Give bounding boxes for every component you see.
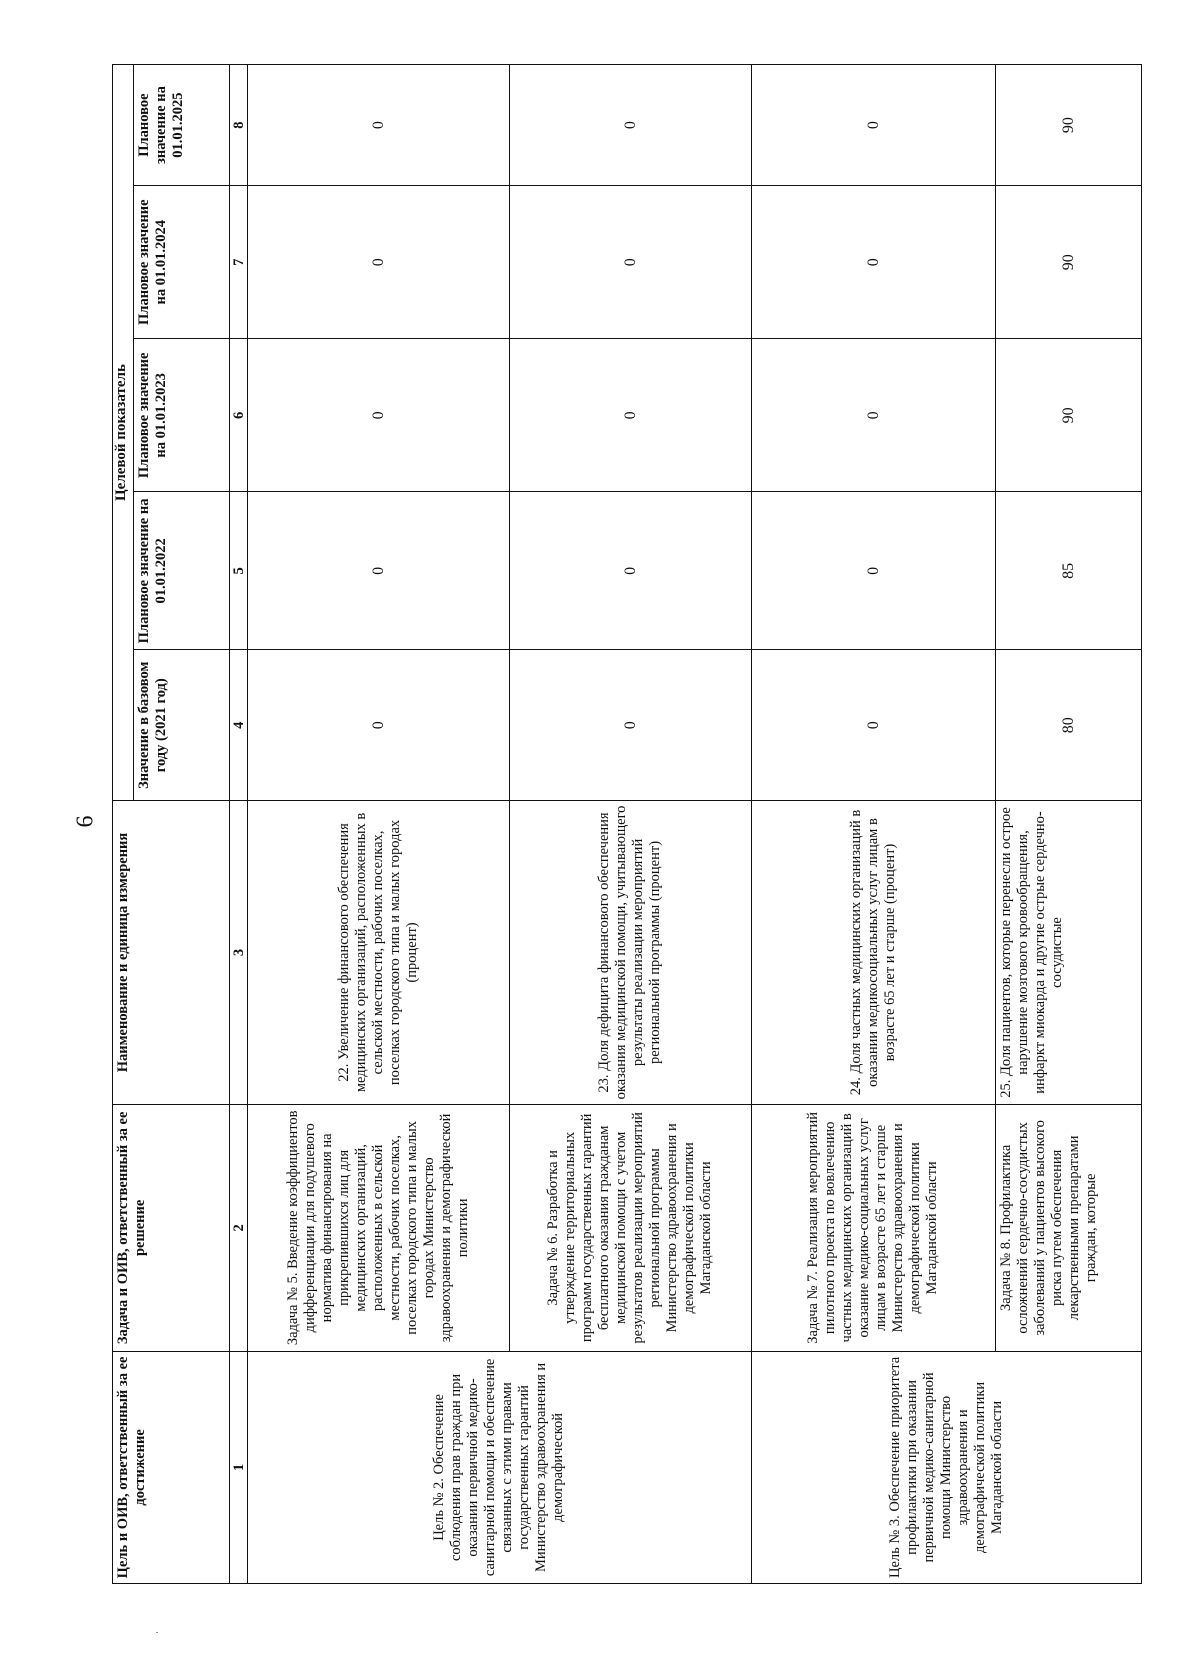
header-plan-2024: Плановое значение на 01.01.2024 [134,186,230,339]
task-8-cell: Задача № 8. Профилактика осложнений сердечно-сосудистых заболеваний у пациентов высокого риска путем обеспечения лекарственными препаратами граждан, которые [995,1104,1141,1351]
indicator-22-base: 0 [248,650,510,801]
target-indicators-table [112,64,1142,1584]
goal-2-cell: Цель № 2. Обеспечение соблюдения прав граждан при оказании первичной медико-санитарной помощи и обеспечение связанных с этими правами государственных гарантий Министерство здравоохранения и демографической [248,1351,752,1583]
header-base-value: Значение в базовом году (2021 год) [134,650,230,801]
indicator-22-2025: 0 [248,65,510,186]
indicator-22-2023: 0 [248,339,510,492]
indicator-24-2023: 0 [751,339,995,492]
column-index: 4 [230,650,248,801]
rotated-table-container [112,64,1142,1584]
task-6-cell: Задача № 6. Разработка и утверждение территориальных программ государственных гарантий бесплатного оказания гражданам медицинской помощи с учетом результатов реализации мероприятий региональной программы Министерство здравоохранения и демографической политики Магаданской области [510,1104,751,1351]
indicator-23-cell: 23. Доля дефицита финансового обеспечения оказания медицинской помощи, учитывающего результаты реализации мероприятий региональной программы (процент) [510,801,751,1105]
indicator-25-cell: 25. Доля пациентов, которые перенесли острое нарушение мозгового кровообращения, инфаркт миокарда и другие острые сердечно-сосудистые [995,801,1141,1105]
header-goal: Цель и ОИВ, ответственный за ее достижение [113,1351,230,1583]
indicator-25-2024: 90 [995,186,1141,339]
indicator-25-base: 80 [995,650,1141,801]
column-index: 1 [230,1351,248,1583]
column-index: 3 [230,801,248,1105]
goal-3-cell: Цель № 3. Обеспечение приоритета профилактики при оказании первичной медико-санитарной помощи Министерство здравоохранения и демографической политики Магаданской области [751,1351,1141,1583]
indicator-23-2025: 0 [510,65,751,186]
task-7-cell: Задача № 7. Реализация мероприятий пилотного проекта по вовлечению частных медицинских организаций в оказание медико-социальных услуг лицам в возрасте 65 лет и старше Министерство здравоохранения и демографической политики Магаданской области [751,1104,995,1351]
indicator-24-2022: 0 [751,492,995,650]
header-plan-2022: Плановое значение на 01.01.2022 [134,492,230,650]
column-index: 5 [230,492,248,650]
indicator-25-2025: 90 [995,65,1141,186]
indicator-23-2022: 0 [510,492,751,650]
header-plan-2023: Плановое значение на 01.01.2023 [134,339,230,492]
indicator-23-base: 0 [510,650,751,801]
indicator-22-2022: 0 [248,492,510,650]
column-index: 6 [230,339,248,492]
indicator-24-cell: 24. Доля частных медицинских организаций в оказании медикосоциальных услуг лицам в возрасте 65 лет и старше (процент) [751,801,995,1105]
column-index: 2 [230,1104,248,1351]
column-index: 8 [230,65,248,186]
indicator-22-2024: 0 [248,186,510,339]
indicator-24-2024: 0 [751,186,995,339]
header-target-group: Целевой показатель [113,65,134,801]
header-indicator-name: Наименование и единица измерения [113,801,230,1105]
task-5-cell: Задача № 5. Введение коэффициентов дифференциации для подушевого норматива финансирования на прикрепившихся лиц для медицинских организаций, расположенных в сельской местности, рабочих поселках, поселках городского типа и малых городах Министерство здравоохранения и демографической политики [248,1104,510,1351]
indicator-24-base: 0 [751,650,995,801]
indicator-25-2022: 85 [995,492,1141,650]
indicator-23-2023: 0 [510,339,751,492]
indicator-22-cell: 22. Увеличение финансового обеспечения медицинских организаций, расположенных в сельской местности, рабочих поселках, поселках городского типа и малых городах (процент) [248,801,510,1105]
indicator-24-2025: 0 [751,65,995,186]
page-number: 6 [72,815,99,828]
column-index: 7 [230,186,248,339]
scan-speck [156,1632,158,1633]
indicator-25-2023: 90 [995,339,1141,492]
indicator-23-2024: 0 [510,186,751,339]
header-task: Задача и ОИВ, ответственный за ее решение [113,1104,230,1351]
header-plan-2025: Плановое значение на 01.01.2025 [134,65,230,186]
